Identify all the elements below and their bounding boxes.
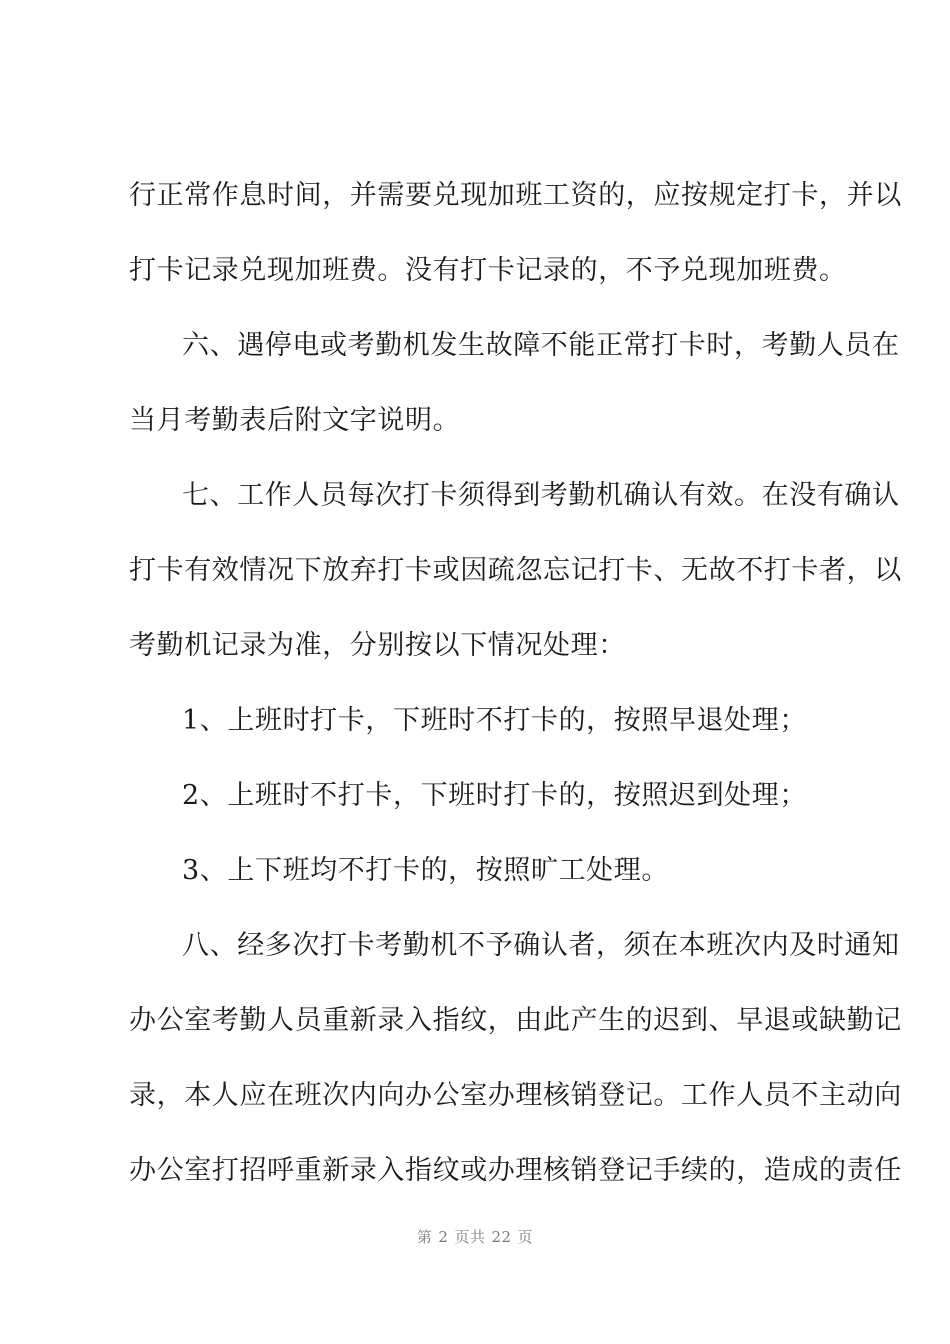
text-line: 1、上班时打卡，下班时不打卡的，按照早退处理；: [182, 705, 807, 736]
text-line: 八、经多次打卡考勤机不予确认者，须在本班次内及时通知: [182, 930, 900, 961]
text-line: 考勤机记录为准，分别按以下情况处理：: [129, 630, 626, 661]
text-line: 办公室考勤人员重新录入指纹，由此产生的迟到、早退或缺勤记: [129, 1005, 902, 1036]
page-total: 22: [491, 1228, 512, 1246]
footer-suffix: 页: [517, 1228, 534, 1246]
page-footer: [0, 1227, 950, 1247]
text-line: 录，本人应在班次内向办公室办理核销登记。工作人员不主动向: [129, 1080, 902, 1111]
text-line: 行正常作息时间，并需要兑现加班工资的，应按规定打卡，并以: [129, 180, 902, 211]
text-line: 打卡有效情况下放弃打卡或因疏忽忘记打卡、无故不打卡者，以: [129, 555, 902, 586]
text-line: 办公室打招呼重新录入指纹或办理核销登记手续的，造成的责任: [129, 1155, 902, 1186]
footer-prefix: 第: [416, 1228, 433, 1246]
footer-middle: 页共: [454, 1228, 486, 1246]
text-line: 当月考勤表后附文字说明。: [129, 405, 461, 436]
text-line: 2、上班时不打卡，下班时打卡的，按照迟到处理；: [182, 780, 807, 811]
page-number: 2: [438, 1228, 449, 1246]
text-line: 六、遇停电或考勤机发生故障不能正常打卡时，考勤人员在: [182, 330, 900, 361]
text-line: 打卡记录兑现加班费。没有打卡记录的，不予兑现加班费。: [129, 255, 847, 286]
text-line: 七、工作人员每次打卡须得到考勤机确认有效。在没有确认: [182, 480, 900, 511]
text-line: 3、上下班均不打卡的，按照旷工处理。: [182, 855, 669, 886]
